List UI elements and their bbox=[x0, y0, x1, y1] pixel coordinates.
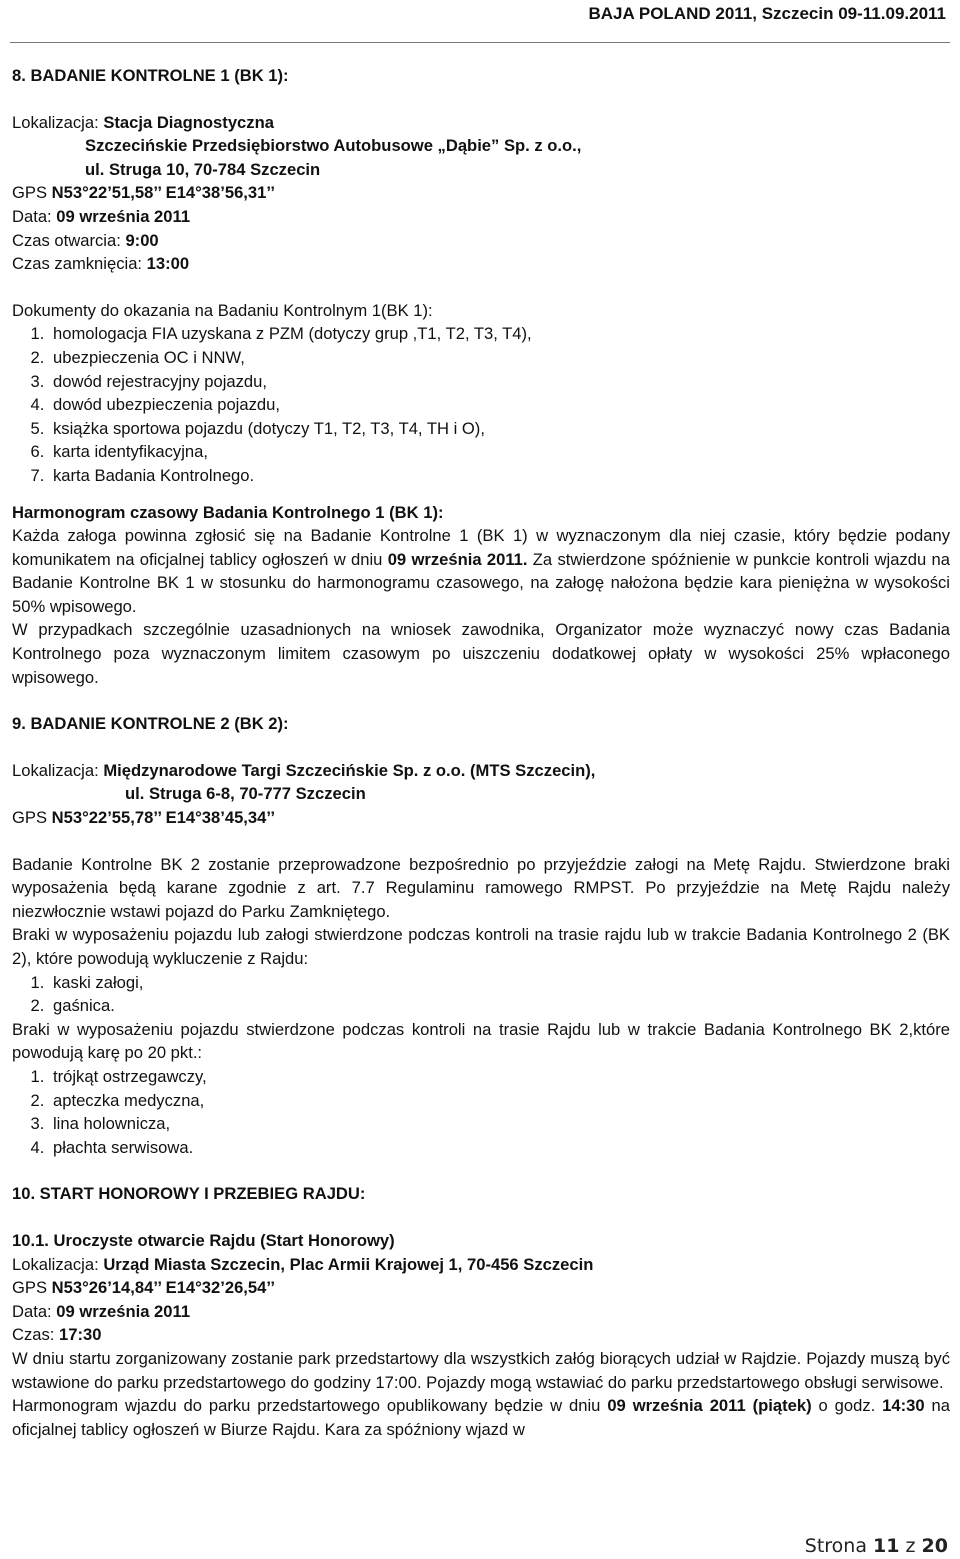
document-body bbox=[12, 64, 950, 1441]
s10-date: Data: 09 września 2011 bbox=[12, 1301, 191, 1321]
list-item: 1. homologacja FIA uzyskana z PZM (dotyczy grup ,T1, T2, T3, T4), bbox=[49, 322, 950, 346]
s10-paragraph-2: Harmonogram wjazdu do parku przedstartowego opublikowany będzie w dniu 09 września 2011 (piątek) o godz. 14:30 na oficjalnej tablicy ogłoszeń w Biurze Rajdu. Kara za spóźniony wjazd w bbox=[12, 1396, 950, 1439]
s9-list-1 bbox=[12, 971, 950, 1018]
list-item: 2. ubezpieczenia OC i NNW, bbox=[49, 346, 950, 370]
s10-gps: GPS N53°26’14,84’’ E14°32’26,54’’ bbox=[12, 1278, 275, 1298]
list-item: 2. gaśnica. bbox=[49, 994, 950, 1018]
page-number: Strona 11 z 20 bbox=[804, 1535, 948, 1557]
s9-location-line2: ul. Struga 6-8, 70-777 Szczecin bbox=[125, 784, 366, 804]
s10-location: Lokalizacja: Urząd Miasta Szczecin, Plac Armii Krajowej 1, 70-456 Szczecin bbox=[12, 1254, 594, 1274]
list-item: 7. karta Badania Kontrolnego. bbox=[49, 464, 950, 488]
s9-list-2 bbox=[12, 1065, 950, 1159]
s8-location-line2: Szczecińskie Przedsiębiorstwo Autobusowe „Dąbie” Sp. z o.o., bbox=[85, 136, 582, 156]
s8-schedule-paragraph-1: Każda załoga powinna zgłosić się na Badanie Kontrolne 1 (BK 1) w wyznaczonym dla niej czasie, który będzie podany komunikatem na oficjalnej tablicy ogłoszeń w dniu 09 września 2011. Za stwierdzone spóźnienie w punkcie kontroli wjazdu na Badanie Kontrolne BK 1 w stosunku do harmonogramu czasowego, na załogę nałożona będzie kara pieniężna w wysokości 50% wpisowego. bbox=[12, 526, 950, 616]
s8-location-line3: ul. Struga 10, 70-784 Szczecin bbox=[85, 159, 321, 179]
page-header: BAJA POLAND 2011, Szczecin 09-11.09.2011 bbox=[588, 4, 946, 23]
s8-schedule-paragraph-2: W przypadkach szczególnie uzasadnionych na wniosek zawodnika, Organizator może wyznaczyć nowy czas Badania Kontrolnego poza wyznaczonym limitem czasowym po uiszczeniu dodatkowej opłaty w wysokości 25% wpłaconego wpisowego. bbox=[12, 620, 950, 687]
s9-paragraph-2: Braki w wyposażeniu pojazdu lub załogi stwierdzone podczas kontroli na trasie rajdu lub w trakcie Badania Kontrolnego 2 (BK 2), które powodują wykluczenie z Rajdu: bbox=[12, 925, 950, 968]
s8-gps: GPS N53°22’51,58’’ E14°38’56,31’’ bbox=[12, 183, 275, 203]
list-item: 3. dowód rejestracyjny pojazdu, bbox=[49, 370, 950, 394]
s10-time: Czas: 17:30 bbox=[12, 1325, 102, 1345]
list-item: 4. płachta serwisowa. bbox=[49, 1136, 950, 1160]
section-10-1-title: 10.1. Uroczyste otwarcie Rajdu (Start Honorowy) bbox=[12, 1230, 395, 1250]
s8-docs-list bbox=[12, 322, 950, 487]
list-item: 6. karta identyfikacyjna, bbox=[49, 440, 950, 464]
section-9-title: 9. BADANIE KONTROLNE 2 (BK 2): bbox=[12, 714, 289, 734]
s9-paragraph-1: Badanie Kontrolne BK 2 zostanie przeprowadzone bezpośrednio po przyjeździe załogi na Metę Rajdu. Stwierdzone braki wyposażenia będą karane zgodnie z art. 7.7 Regulaminu ramowego RMPST. Po przyjeździe na Metę Rajdu należy niezwłocznie wstawi pojazd do Parku Zamkniętego. bbox=[12, 854, 950, 921]
s8-schedule-title: Harmonogram czasowy Badania Kontrolnego 1 (BK 1): bbox=[12, 502, 444, 522]
list-item: 1. kaski załogi, bbox=[49, 971, 950, 995]
s8-close-time: Czas zamknięcia: 13:00 bbox=[12, 254, 190, 274]
list-item: 5. książka sportowa pojazdu (dotyczy T1, T2, T3, T4, TH i O), bbox=[49, 417, 950, 441]
section-8-title: 8. BADANIE KONTROLNE 1 (BK 1): bbox=[12, 66, 289, 85]
s9-paragraph-3: Braki w wyposażeniu pojazdu stwierdzone podczas kontroli na trasie Rajdu lub w trakcie Badania Kontrolnego BK 2,które powodują karę po 20 pkt.: bbox=[12, 1019, 950, 1063]
s8-date: Data: 09 września 2011 bbox=[12, 206, 191, 226]
list-item: 2. apteczka medyczna, bbox=[49, 1089, 950, 1113]
list-item: 4. dowód ubezpieczenia pojazdu, bbox=[49, 393, 950, 417]
list-item: 1. trójkąt ostrzegawczy, bbox=[49, 1065, 950, 1089]
header-rule bbox=[10, 42, 950, 43]
s8-open-time: Czas otwarcia: 9:00 bbox=[12, 230, 159, 250]
s9-location: Lokalizacja: Międzynarodowe Targi Szczecińskie Sp. z o.o. (MTS Szczecin), bbox=[12, 760, 596, 780]
s10-paragraph-1: W dniu startu zorganizowany zostanie park przedstartowy dla wszystkich załóg biorących udział w Rajdzie. Pojazdy muszą być wstawione do parku przedstartowego do godziny 17:00. Pojazdy mogą wstawiać do parku przedstartowego obsługi serwisowe. bbox=[12, 1348, 950, 1392]
list-item: 3. lina holownicza, bbox=[49, 1112, 950, 1136]
s8-docs-title: Dokumenty do okazania na Badaniu Kontrolnym 1(BK 1): bbox=[12, 300, 433, 320]
s8-location: Lokalizacja: Stacja Diagnostyczna bbox=[12, 112, 274, 132]
section-10-title: 10. START HONOROWY I PRZEBIEG RAJDU: bbox=[12, 1184, 366, 1204]
s9-gps: GPS N53°22’55,78’’ E14°38’45,34’’ bbox=[12, 808, 275, 828]
